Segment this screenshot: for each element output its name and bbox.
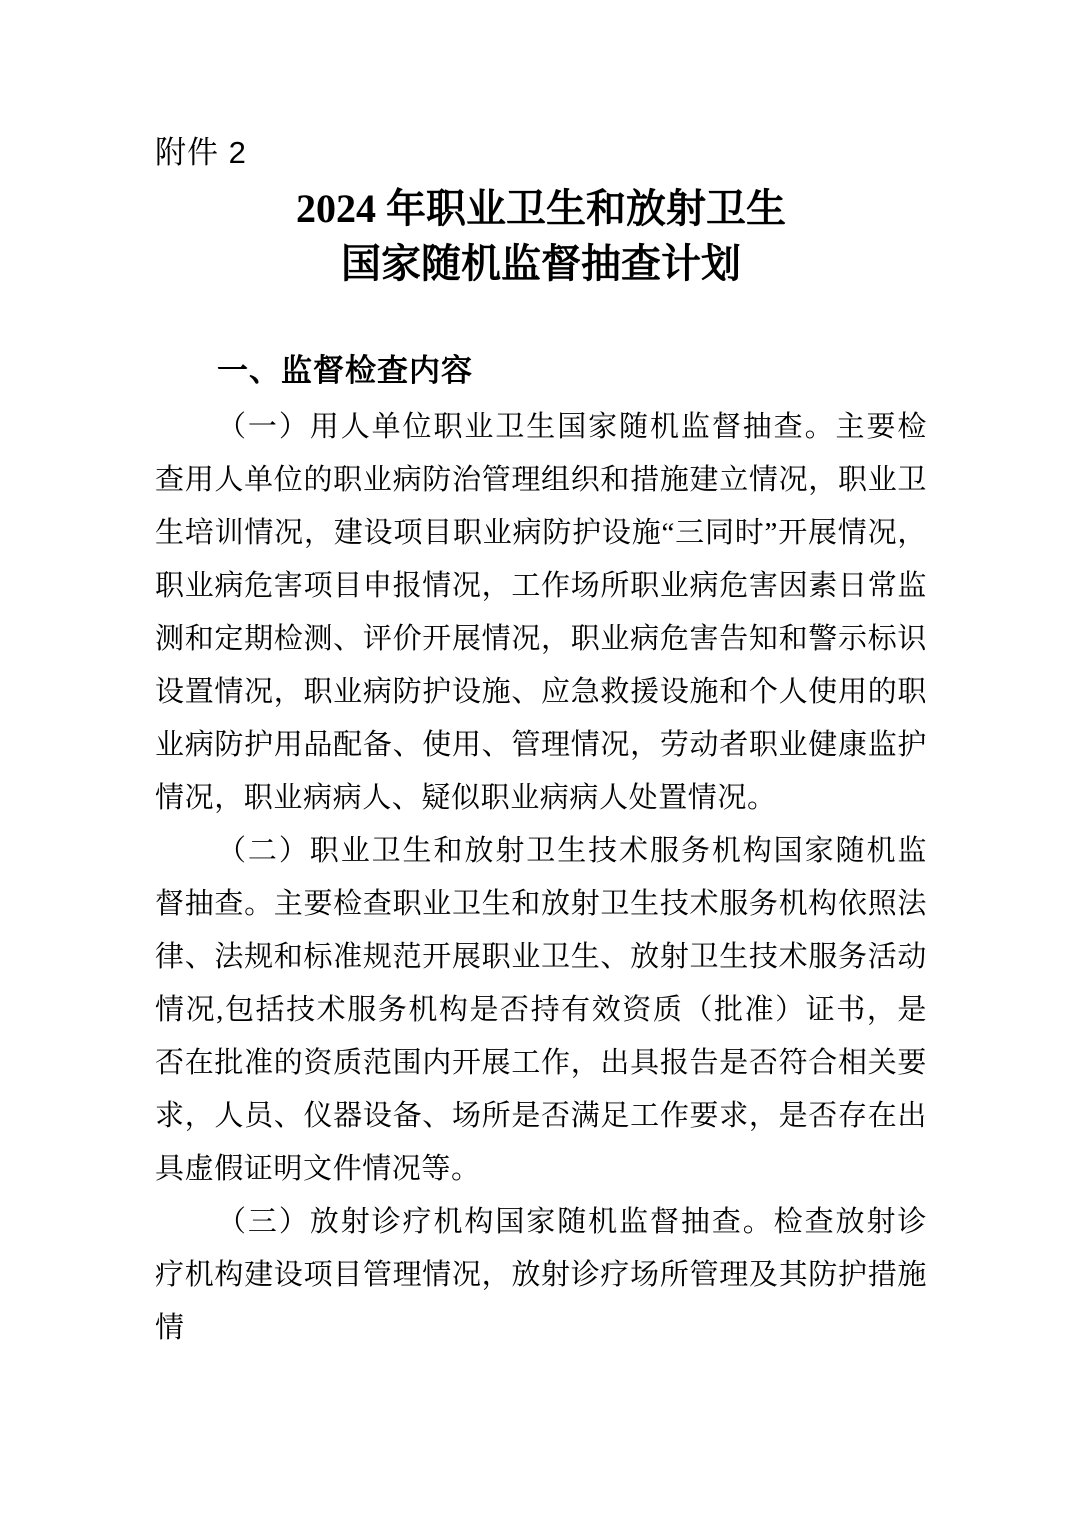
- attachment-label: 附件 2: [155, 135, 247, 170]
- paragraph-item-1: （一）用人单位职业卫生国家随机监督抽查。主要检查用人单位的职业病防治管理组织和措施建立情况，职业卫生培训情况，建设项目职业病防护设施“三同时”开展情况，职业病危害项目申报情况，工作场所职业病危害因素日常监测和定期检测、评价开展情况，职业病危害告知和警示标识设置情况，职业病防护设施、应急救援设施和个人使用的职业病防护用品配备、使用、管理情况，劳动者职业健康监护情况，职业病病人、疑似职业病病人处置情况。: [155, 411, 927, 814]
- document-content: [155, 0, 927, 1355]
- title-line-2: 国家随机监督抽查计划: [341, 241, 741, 286]
- paragraph-item-3: （三）放射诊疗机构国家随机监督抽查。检查放射诊疗机构建设项目管理情况，放射诊疗场所管理及其防护措施情: [155, 1206, 927, 1344]
- section-heading: 一、监督检查内容: [217, 353, 473, 388]
- title-line-1: 2024 年职业卫生和放射卫生: [296, 186, 786, 231]
- paragraph-item-2: （二）职业卫生和放射卫生技术服务机构国家随机监督抽查。主要检查职业卫生和放射卫生技术服务机构依照法律、法规和标准规范开展职业卫生、放射卫生技术服务活动情况,包括技术服务机构是否持有效资质（批准）证书，是否在批准的资质范围内开展工作，出具报告是否符合相关要求，人员、仪器设备、场所是否满足工作要求，是否存在出具虚假证明文件情况等。: [155, 835, 927, 1185]
- document-title: [155, 181, 927, 291]
